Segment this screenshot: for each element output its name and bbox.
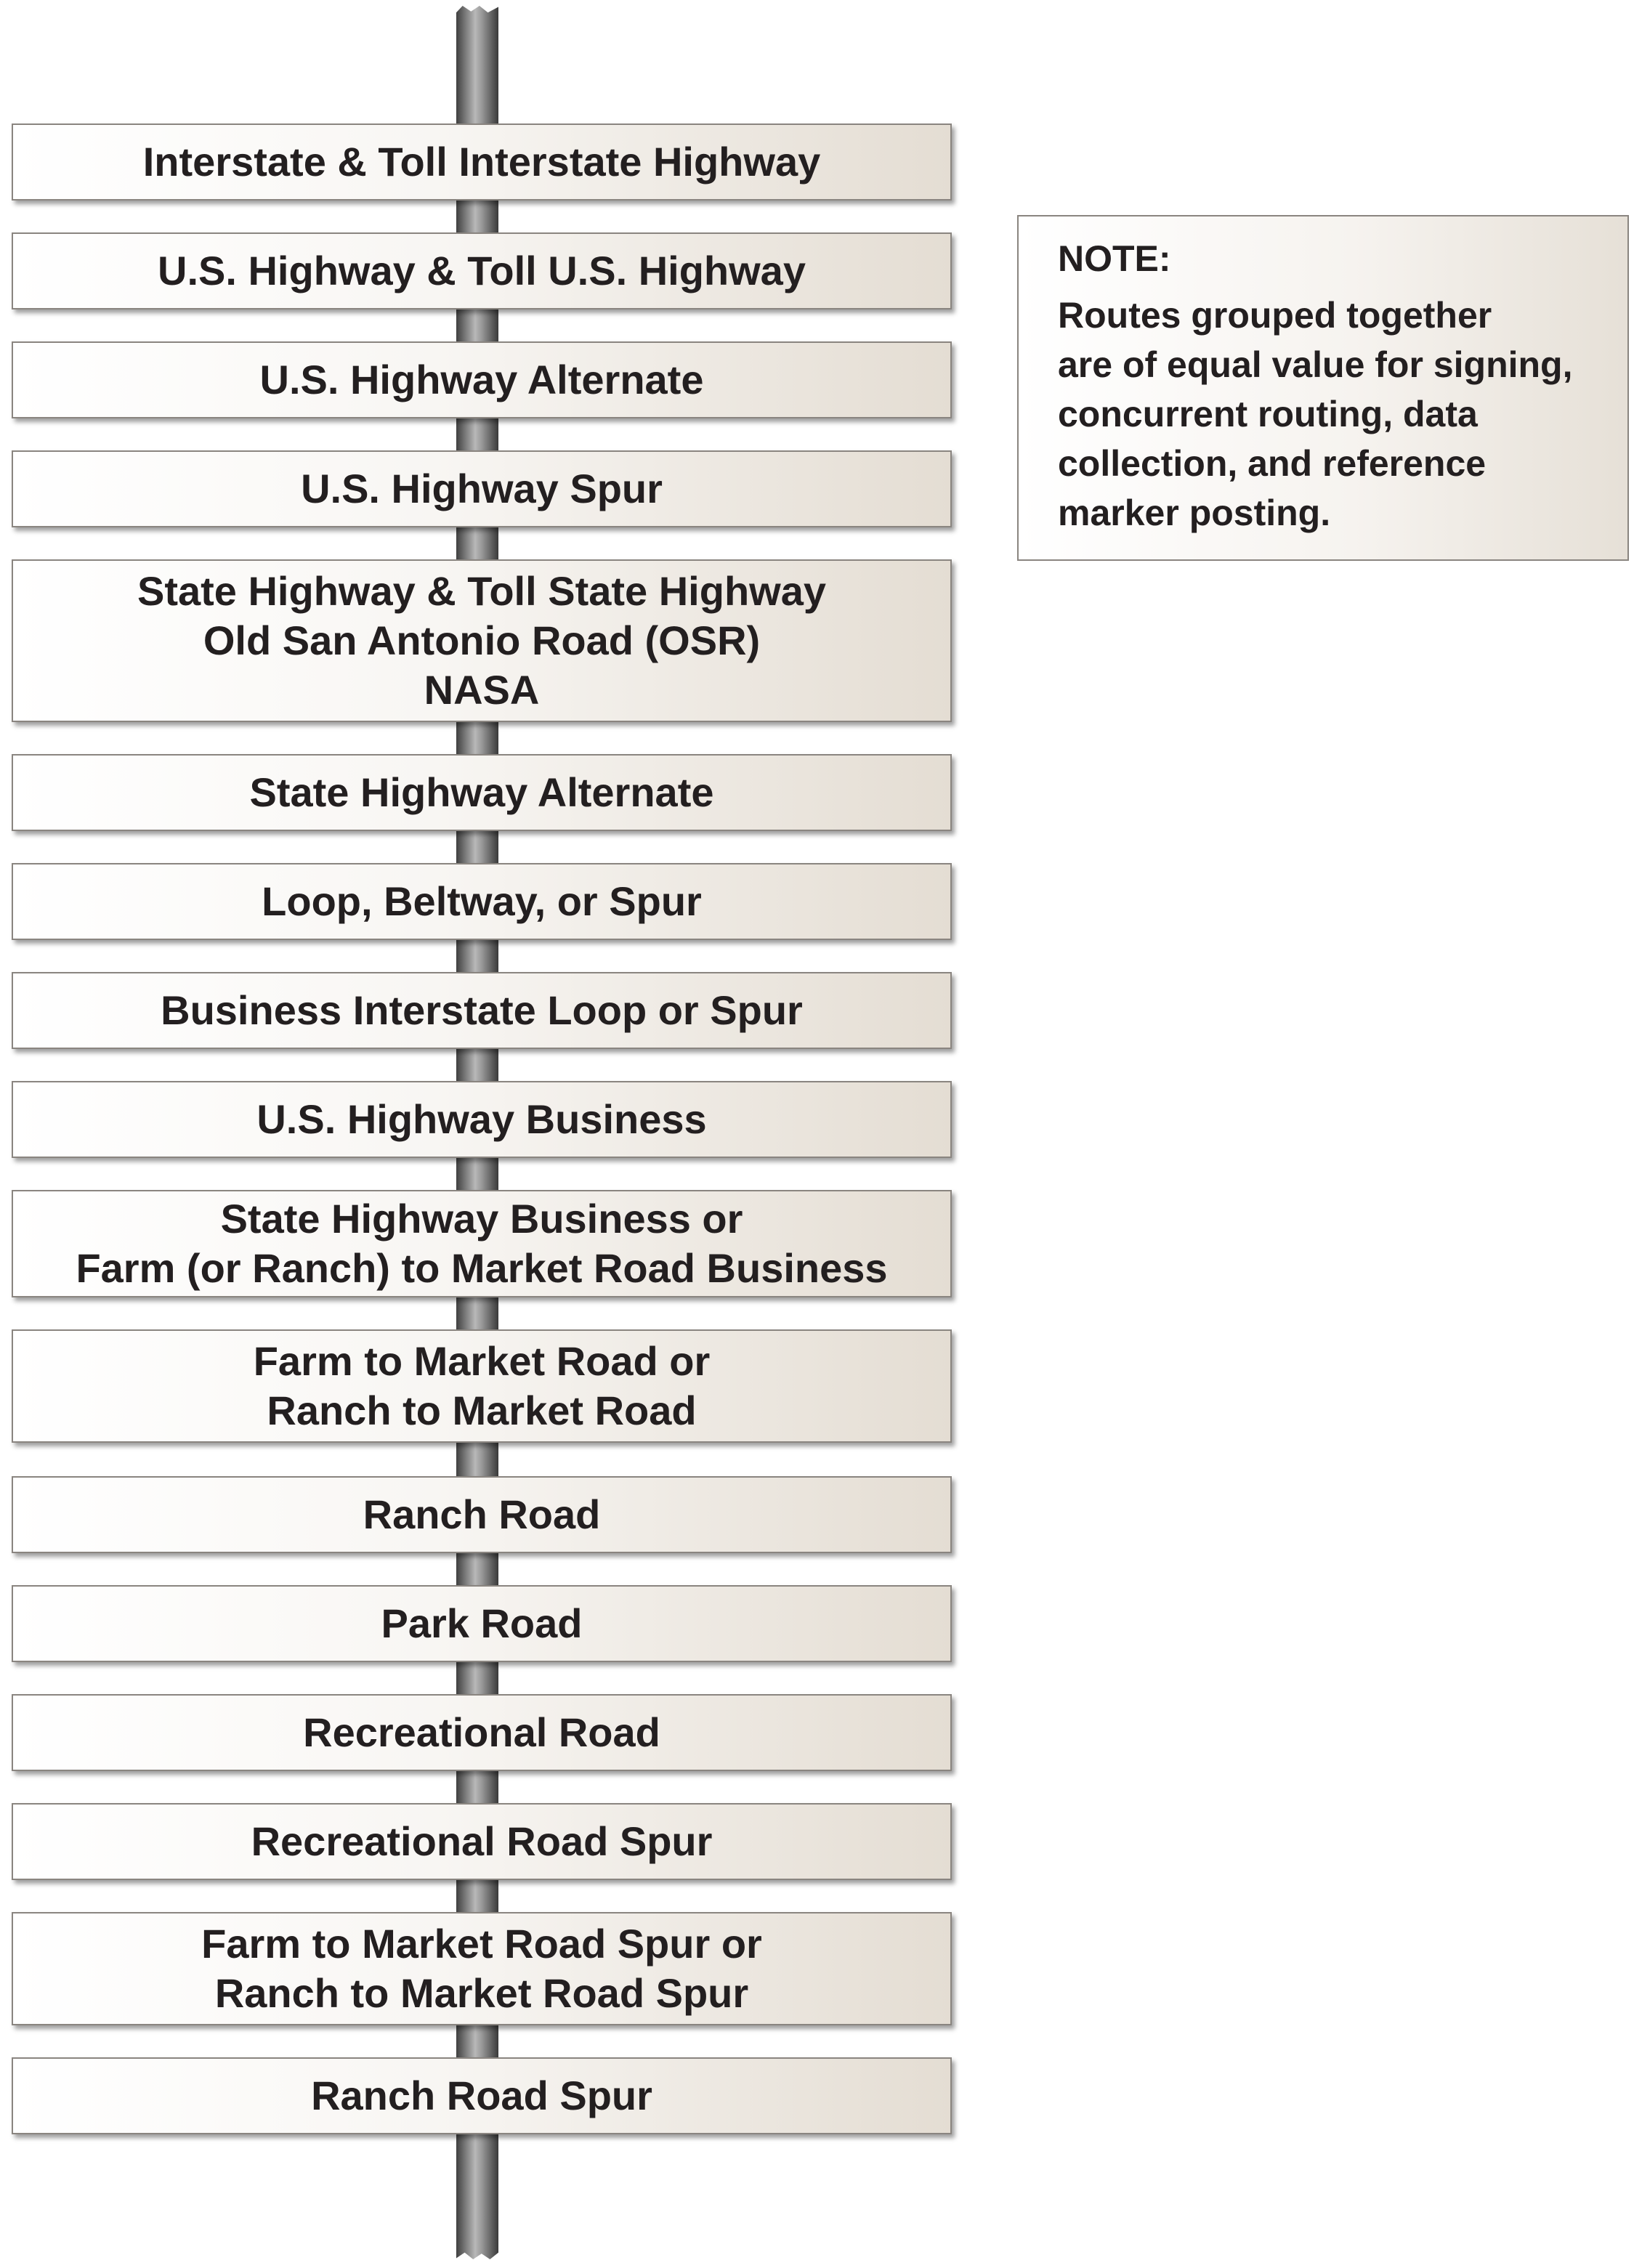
sign-label: Ranch to Market Road Spur [214, 1970, 749, 2016]
sign-label: Ranch Road Spur [311, 2073, 652, 2118]
sign-business-interstate [12, 972, 952, 1049]
sign-state-highway-alternate [12, 754, 952, 831]
sign-label: Farm (or Ranch) to Market Road Business [76, 1245, 888, 1291]
sign-label: Ranch Road [363, 1491, 601, 1537]
sign-state-highway-business [12, 1190, 952, 1297]
sign-label: State Highway Alternate [249, 769, 714, 815]
sign-us-highway-alternate [12, 341, 952, 418]
sign-label: Recreational Road Spur [251, 1818, 713, 1864]
sign-label: Loop, Beltway, or Spur [262, 878, 702, 924]
sign-label: Farm to Market Road Spur or [201, 1921, 762, 1967]
sign-us-highway-spur [12, 450, 952, 527]
note-text-line: Routes grouped together [1058, 295, 1492, 336]
note-text-line: marker posting. [1058, 493, 1331, 533]
note-text-line: are of equal value for signing, [1058, 344, 1573, 385]
sign-us-highway [12, 232, 952, 309]
sign-label: Old San Antonio Road (OSR) [203, 617, 761, 663]
sign-state-highway [12, 559, 952, 722]
sign-loop-beltway-spur [12, 863, 952, 940]
note-text-line: collection, and reference [1058, 443, 1487, 484]
note-text-line: concurrent routing, data [1058, 394, 1478, 434]
sign-interstate [12, 123, 952, 201]
sign-label: Ranch to Market Road [267, 1388, 697, 1433]
note-box [1017, 215, 1629, 561]
sign-label: U.S. Highway Alternate [259, 357, 704, 402]
sign-label: Interstate & Toll Interstate Highway [142, 139, 821, 185]
sign-farm-to-market-road [12, 1329, 952, 1443]
sign-label: Business Interstate Loop or Spur [161, 987, 803, 1033]
sign-label: State Highway Business or [220, 1196, 743, 1242]
sign-ranch-road-spur [12, 2057, 952, 2134]
sign-label: State Highway & Toll State Highway [137, 568, 826, 614]
sign-label: Recreational Road [303, 1709, 660, 1755]
note-title: NOTE: [1058, 238, 1171, 279]
sign-recreational-road [12, 1694, 952, 1771]
sign-label: Farm to Market Road or [253, 1338, 711, 1384]
sign-label: NASA [424, 667, 540, 713]
sign-label: U.S. Highway Spur [301, 466, 663, 511]
sign-farm-to-market-road-spur [12, 1912, 952, 2025]
sign-recreational-road-spur [12, 1803, 952, 1880]
sign-label: U.S. Highway & Toll U.S. Highway [158, 248, 806, 293]
sign-us-highway-business [12, 1081, 952, 1158]
sign-label: Park Road [381, 1600, 583, 1646]
sign-ranch-road [12, 1476, 952, 1553]
sign-label: U.S. Highway Business [256, 1096, 707, 1142]
sign-park-road [12, 1585, 952, 1662]
